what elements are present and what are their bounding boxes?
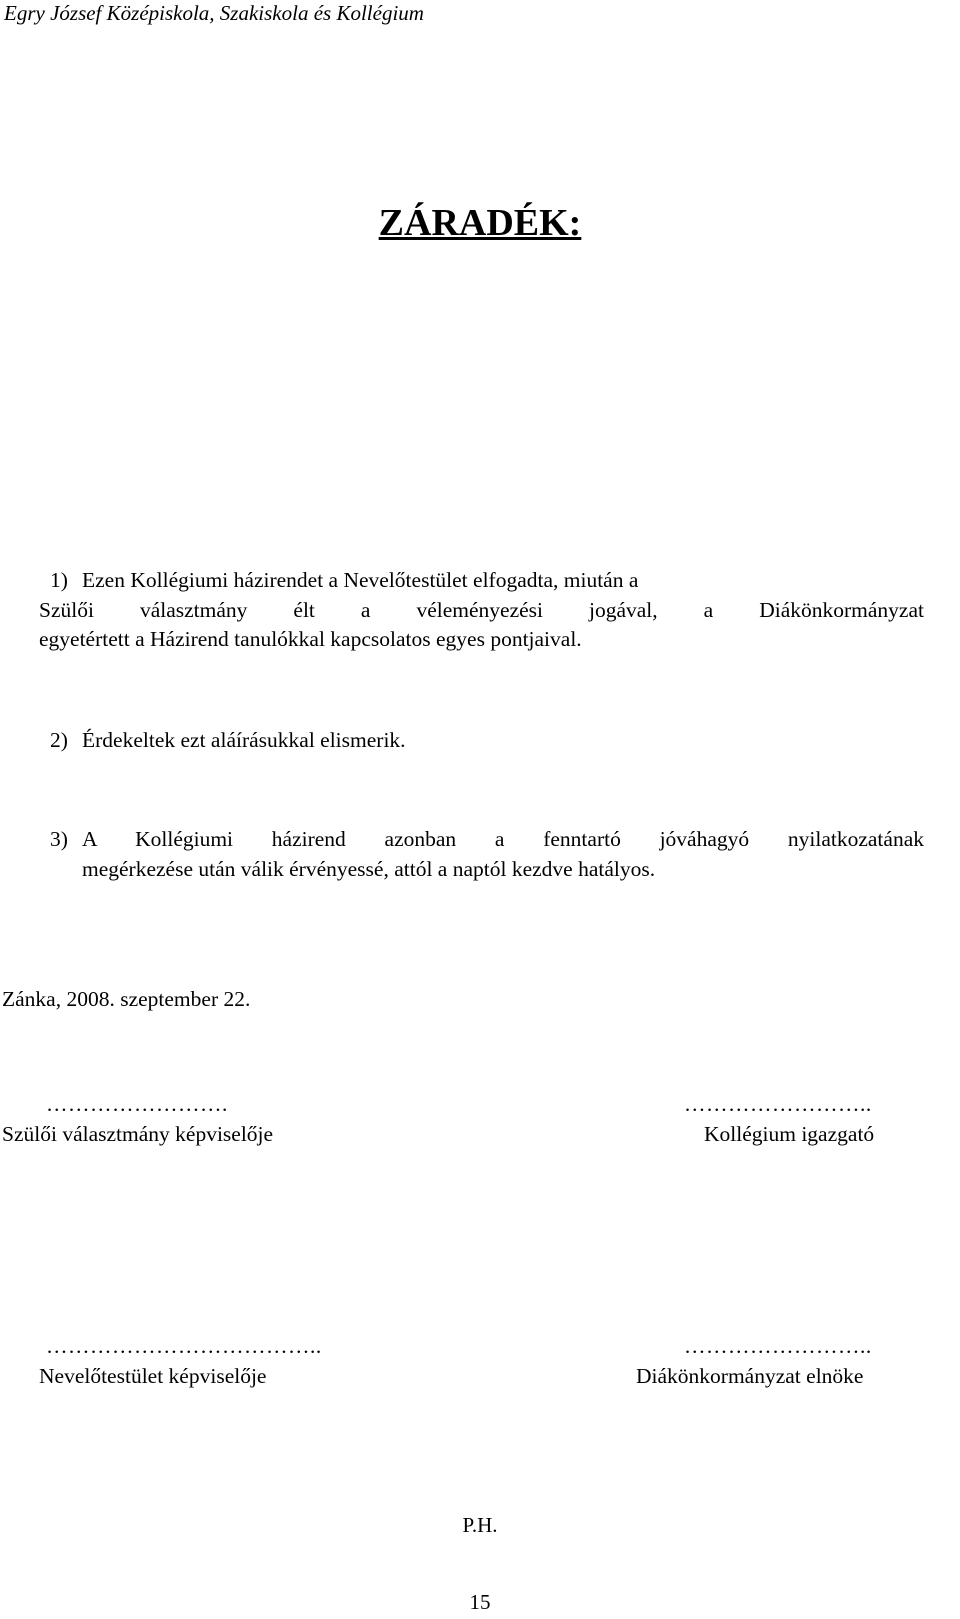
signature-label-students: Diákönkormányzat elnöke: [636, 1364, 864, 1388]
list-item-3-number: 3): [50, 827, 68, 851]
place-date: Zánka, 2008. szeptember 22.: [2, 987, 251, 1011]
list-item-1-line-2: Szülői választmány élt a véleményezési jogával, a Diákönkormányzat: [39, 598, 924, 622]
list-item-1-line-3: egyetértett a Házirend tanulókkal kapcsolatos egyes pontjaival.: [39, 627, 582, 651]
signature-line-students: ……………………..: [684, 1334, 872, 1358]
list-item-3-line-2: megérkezése után válik érvényessé, attól a naptól kezdve hatályos.: [82, 857, 656, 881]
list-item-number: 1): [50, 568, 68, 592]
header-institution: Egry József Középiskola, Szakiskola és Kollégium: [4, 1, 424, 25]
signature-label-parents: Szülői választmány képviselője: [2, 1122, 274, 1146]
stamp-placeholder: P.H.: [462, 1513, 498, 1537]
list-item-1: [50, 566, 68, 595]
signature-line-parents: …………………….: [46, 1092, 228, 1116]
page-number: 15: [469, 1590, 491, 1614]
signature-line-director: ……………………..: [684, 1092, 872, 1116]
signature-label-director: Kollégium igazgató: [704, 1122, 875, 1146]
page-title: ZÁRADÉK:: [378, 202, 582, 244]
list-item-1-line-1: Ezen Kollégiumi házirendet a Nevelőtestület elfogadta, miután a: [82, 568, 639, 592]
signature-line-teachers: ………………………………..: [46, 1334, 322, 1358]
list-item-2-line-1: Érdekeltek ezt aláírásukkal elismerik.: [82, 728, 406, 752]
list-item-3-line-1: A Kollégiumi házirend azonban a fenntartó jóváhagyó nyilatkozatának: [82, 827, 924, 851]
signature-label-teachers: Nevelőtestület képviselője: [39, 1364, 267, 1388]
list-item-2-number: 2): [50, 728, 68, 752]
